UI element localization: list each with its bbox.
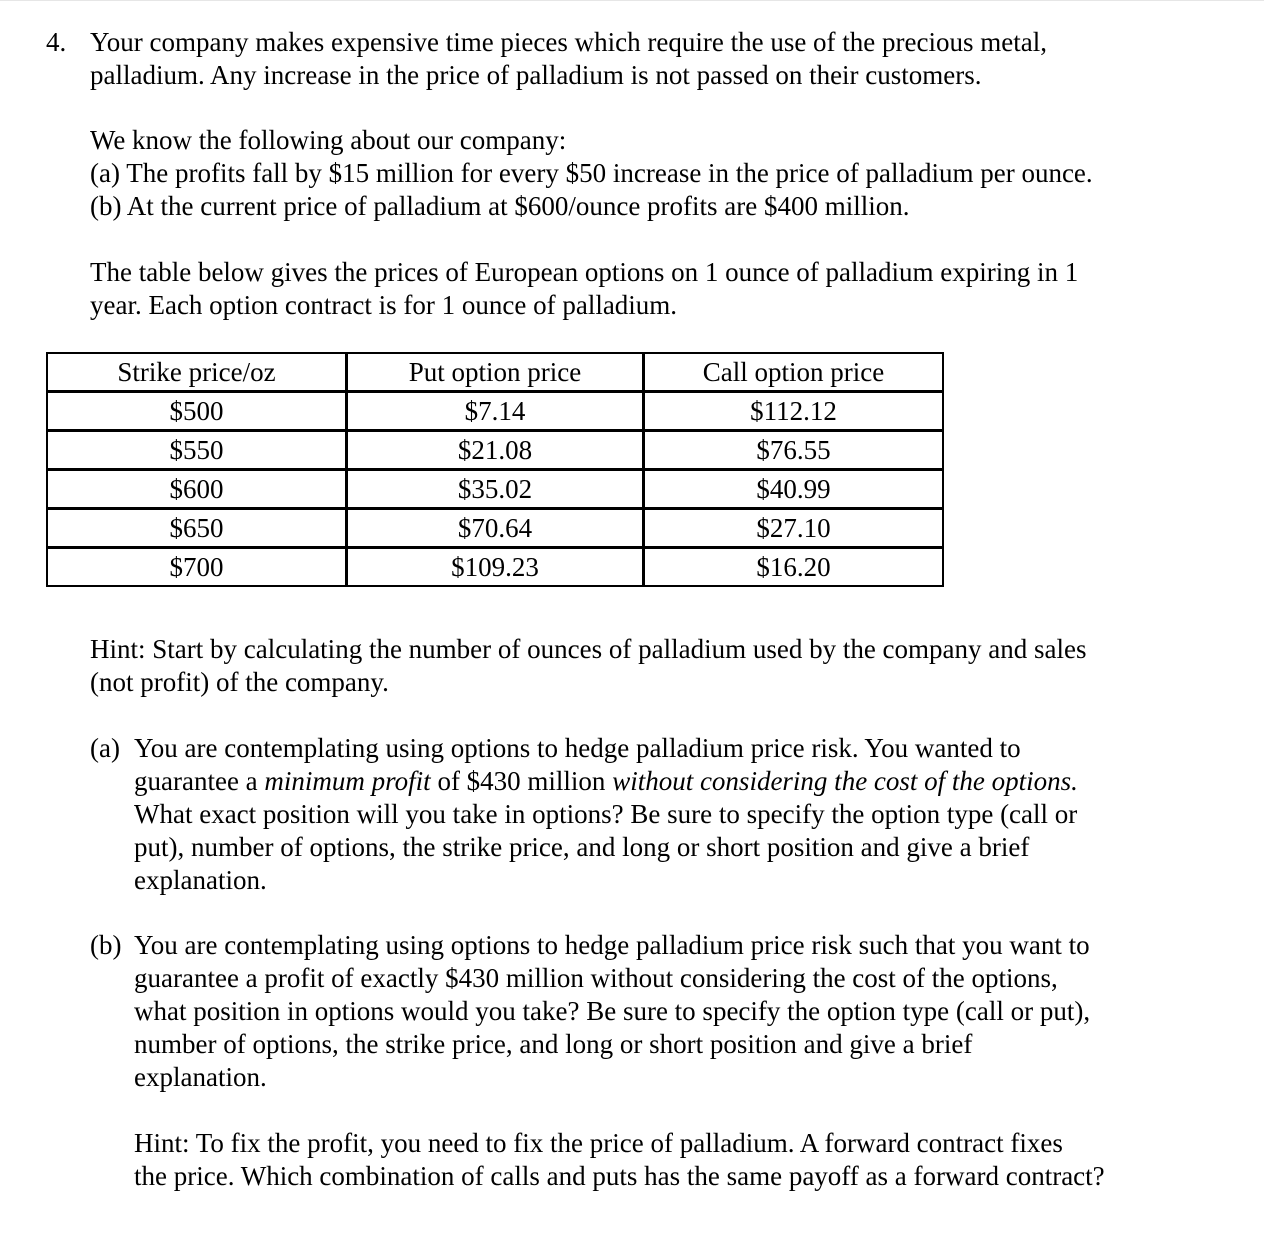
company-facts [90,124,1200,223]
intro-line: Your company makes expensive time pieces which require the use of the precious metal, [90,27,1047,57]
part-b-line: guarantee a profit of exactly $430 million without considering the cost of the options, [134,963,1058,993]
page-top-border [0,0,1264,1]
question-intro [90,26,1200,92]
strike-cell: $500 [48,393,348,432]
part-b-label: (b) [90,930,122,960]
part-a-emphasis: minimum profit [264,766,431,796]
put-cell: $35.02 [348,471,645,510]
strike-cell: $550 [48,432,348,471]
call-cell: $112.12 [645,393,942,432]
call-cell: $16.20 [756,552,831,582]
call-cell: $76.55 [645,432,942,471]
call-cell: $27.10 [645,510,942,549]
table-intro-line: The table below gives the prices of European options on 1 ounce of palladium expiring in 1 [90,257,1079,287]
part-a-line: put), number of options, the strike price, and long or short position and give a brief [134,832,1030,862]
table-row [48,510,942,549]
hint-1-line: (not profit) of the company. [90,667,389,697]
part-a-line [134,765,1078,798]
table-row [48,393,942,432]
part-b-text [134,929,1090,1094]
header-call: Call option price [645,354,942,393]
put-cell: $7.14 [348,393,645,432]
table-intro-line: year. Each option contract is for 1 ounce of palladium. [90,290,678,320]
hint-2 [134,1127,1244,1193]
hint-2-line: the price. Which combination of calls and puts has the same payoff as a forward contract? [134,1161,1105,1191]
part-a-line: What exact position will you take in options? Be sure to specify the option type (call or [134,799,1078,829]
strike-cell: $600 [48,471,348,510]
options-price-table [46,352,944,587]
part-a-line: explanation. [134,865,267,895]
put-cell: $21.08 [348,432,645,471]
table-intro [90,256,1200,322]
fact-a: (a) The profits fall by $15 million for every $50 increase in the price of palladium per ounce. [90,158,1093,188]
put-cell: $70.64 [348,510,645,549]
part-a-line: You are contemplating using options to hedge palladium price risk. You wanted to [134,733,1021,763]
part-a-text [134,732,1078,897]
fact-b: (b) At the current price of palladium at $600/ounce profits are $400 million. [90,191,910,221]
part-b-line: You are contemplating using options to hedge palladium price risk such that you want to [134,930,1090,960]
put-cell: $109.23 [348,549,645,585]
call-cell: $40.99 [645,471,942,510]
header-strike: Strike price/oz [48,354,348,393]
table-row [48,549,942,585]
header-put: Put option price [348,354,645,393]
facts-heading: We know the following about our company: [90,125,567,155]
part-a-text-span: of $430 million [430,766,613,796]
part-a-label: (a) [90,733,120,763]
strike-cell: $650 [48,510,348,549]
intro-line: palladium. Any increase in the price of palladium is not passed on their customers. [90,60,982,90]
part-b-line: number of options, the strike price, and long or short position and give a brief [134,1029,973,1059]
table-row [48,471,942,510]
hint-1-line: Hint: Start by calculating the number of ounces of palladium used by the company and sales [90,634,1087,664]
hint-2-line: Hint: To fix the profit, you need to fix the price of palladium. A forward contract fixes [134,1128,1063,1158]
part-a-emphasis: without considering the cost of the options. [612,766,1078,796]
table-row [48,432,942,471]
question-number: 4. [46,27,67,57]
part-b-line: what position in options would you take? Be sure to specify the option type (call or put), [134,996,1091,1026]
table-header-row [48,354,942,393]
strike-cell: $700 [48,549,348,585]
part-b-line: explanation. [134,1062,267,1092]
hint-1 [90,633,1200,699]
part-a-text-span: guarantee a [134,766,265,796]
